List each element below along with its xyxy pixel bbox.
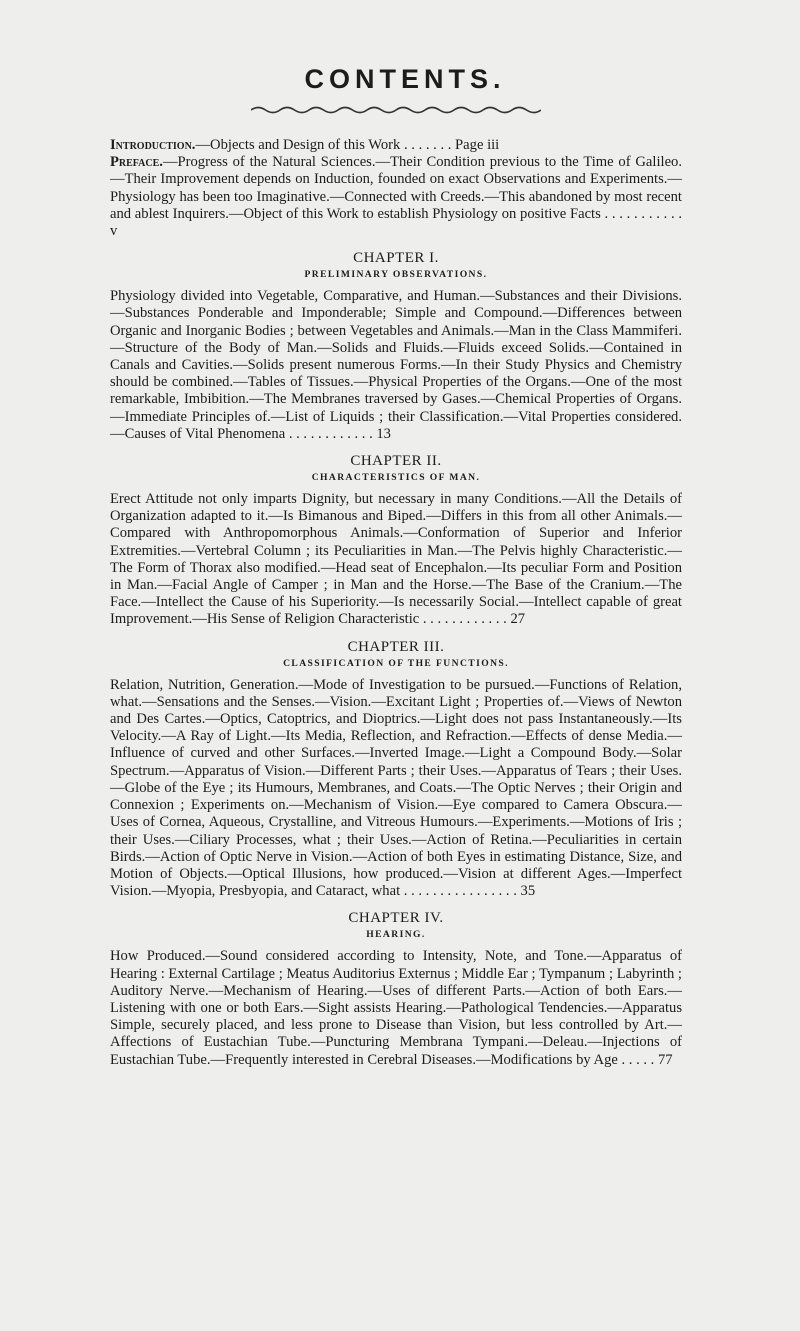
chapter-2-summary: Erect Attitude not only imparts Dignity, but necessary in many Conditions.—All the Details of Organization adapted to it.—Is Bimanous and Biped.—Differs in this from all other Animals.—Compared with Anthropomorphous Animals.—Conformation of Superior and Inferior Extremities.—Vertebral Column ; its Peculiarities in Man.—The Pelvis highly Characteristic.—The Form of Thorax also modified.—Head seat of Encephalon.—Its peculiar Form and Position in Man.—Facial Angle of Camper ; in Man and the Horse.—The Base of the Cranium.—The Face.—Intellect the Cause of his Superiority.—Is necessarily Social.—Intellect capable of great Improvement.—His Sense of Religion Characteristic . . . . . . . . . . . . 27 <box>110 491 682 628</box>
preface-lead: Preface. <box>110 154 163 171</box>
chapter-1-subheading: PRELIMINARY OBSERVATIONS. <box>304 269 488 281</box>
preface-text: —Progress of the Natural Sciences.—Their Condition previous to the Time of Galileo.—Their Improvement depends on Induction, founded on exact Observations and Experiments.—Physiology has been too Imaginative.—Connected with Creeds.—This abandoned by most recent and ablest Inquirers.—Object of this Work to establish Physiology on positive Facts . . . . . . . . . . . v <box>110 154 682 240</box>
introduction-text: —Objects and Design of this Work . . . . . . . Page iii <box>195 137 500 153</box>
chapter-4-subheading: HEARING. <box>366 929 426 941</box>
introduction-lead: Introduction. <box>110 137 196 153</box>
chapter-1-heading: CHAPTER I. <box>353 250 439 267</box>
chapter-4-summary: How Produced.—Sound considered according to Intensity, Note, and Tone.—Apparatus of Hearing : External Cartilage ; Meatus Auditorius Externus ; Middle Ear ; Tympanum ; Labyrinth ; Auditory Nerve.—Mechanism of Hearing.—Uses of different Parts.—Action of both Ears.—Listening with one or both Ears.—Sight assists Hearing.—Pathological Tendencies.—Apparatus Simple, securely placed, and less prone to Disease than Vision, but less controlled by Art.—Affections of Eustachian Tube.—Puncturing Membrana Tympani.—Deleau.—Injections of Eustachian Tube.—Frequently interested in Cerebral Diseases.—Modifications by Age . . . . . 77 <box>110 948 682 1068</box>
chapter-3-heading: CHAPTER III. <box>347 638 445 655</box>
chapter-2-subheading: CHARACTERISTICS OF MAN. <box>311 472 481 484</box>
chapter-4-heading: CHAPTER IV. <box>348 910 444 927</box>
chapter-2-heading: CHAPTER II. <box>350 453 442 470</box>
introduction-entry <box>110 137 682 154</box>
chapter-3-subheading: CLASSIFICATION OF THE FUNCTIONS. <box>283 657 509 669</box>
chapter-3-summary: Relation, Nutrition, Generation.—Mode of Investigation to be pursued.—Functions of Relation, what.—Sensations and the Senses.—Vision.—Excitant Light ; Properties of.—Views of Newton and Des Cartes.—Optics, Catoptrics, and Dioptrics.—Light does not pass Instantaneously.—Its Velocity.—A Ray of Light.—Its Media, Reflection, and Refraction.—Effects of dense Media.—Influence of curved and other Surfaces.—Inverted Image.—Light a Compound Body.—Solar Spectrum.—Apparatus of Vision.—Different Parts ; their Uses.—Apparatus of Tears ; their Uses.—Globe of the Eye ; its Humours, Membranes, and Coats.—The Optic Nerves ; their Origin and Connexion ; Experiments on.—Mechanism of Vision.—Eye compared to Camera Obscura.—Uses of Cornea, Aqueous, Crystalline, and Vitreous Humours.—Experiments.—Motions of Iris ; their Uses.—Ciliary Processes, what ; their Uses.—Action of Retina.—Peculiarities in certain Birds.—Action of Optic Nerve in Vision.—Action of both Eyes in estimating Distance, Size, and Motion of Objects.—Optical Illusions, how produced.—Vision at different Ages.—Imperfect Vision.—Myopia, Presbyopia, and Cataract, what . . . . . . . . . . . . . . . . 35 <box>110 676 682 900</box>
chapter-1-summary: Physiology divided into Vegetable, Comparative, and Human.—Substances and their Divisions.—Substances Ponderable and Imponderable; Simple and Compound.—Differences between Organic and Inorganic Bodies ; between Vegetables and Animals.—Man in the Class Mammiferi.—Structure of the Body of Man.—Solids and Fluids.—Fluids exceed Solids.—Contained in Canals and Cavities.—Solids present numerous Forms.—In their Study Physics and Chemistry should be combined.—Tables of Tissues.—Physical Properties of the Organs.—One of the most remarkable, Imbibition.—The Membranes traversed by Gases.—Chemical Properties of Organs.—Immediate Principles of.—List of Liquids ; their Classification.—Vital Properties considered.—Causes of Vital Phenomena . . . . . . . . . . . . 13 <box>110 288 682 442</box>
page-title: CONTENTS. <box>304 64 506 94</box>
wavy-rule-ornament <box>251 105 541 115</box>
preface-entry <box>110 154 682 240</box>
